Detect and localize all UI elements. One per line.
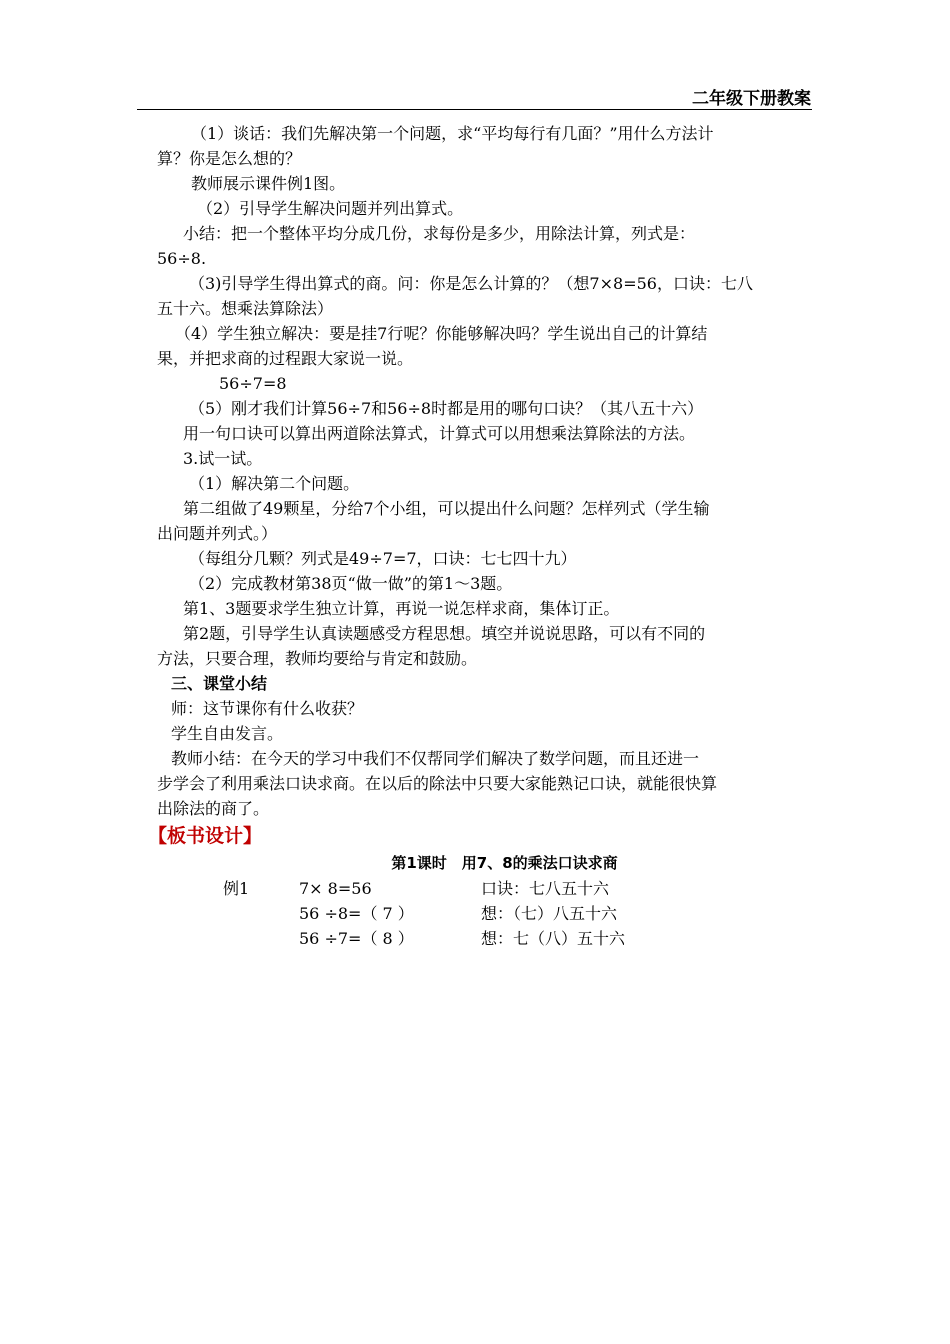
- board-row-label: 例1: [223, 879, 250, 898]
- paragraph-line: （2）完成教材第38页“做一做”的第1～3题。: [189, 574, 513, 593]
- board-row: [157, 926, 812, 951]
- board-row: [157, 901, 812, 926]
- page-header: 二年级下册教案: [692, 89, 811, 109]
- paragraph-line: （2）引导学生解决问题并列出算式。: [197, 199, 464, 218]
- paragraph-line: （5）刚才我们计算56÷7和56÷8时都是用的哪句口诀？（其八五十六）: [189, 399, 704, 418]
- paragraph-line: 步学会了利用乘法口诀求商。在以后的除法中只要大家能熟记口诀，就能很快算: [157, 774, 718, 793]
- paragraph-line: （每组分几颗？列式是49÷7=7，口诀：七七四十九）: [189, 549, 577, 568]
- board-row: [157, 876, 812, 901]
- section-heading: 三、课堂小结: [171, 674, 268, 693]
- paragraph-line: 小结：把一个整体平均分成几份，求每份是多少，用除法计算，列式是：: [183, 224, 696, 243]
- paragraph-line: 用一句口诀可以算出两道除法算式，计算式可以用想乘法算除法的方法。: [183, 424, 696, 443]
- board-row-rhyme: 想：（七）八五十六: [481, 904, 618, 923]
- board-design-heading: 【板书设计】: [148, 825, 263, 847]
- paragraph-line: 第2题，引导学生认真读题感受方程思想。填空并说说思路，可以有不同的: [183, 624, 706, 643]
- formula-line: 56÷7=8: [219, 374, 287, 393]
- paragraph-line: 第1、3题要求学生独立计算，再说一说怎样求商，集体订正。: [183, 599, 620, 618]
- paragraph-line: 方法，只要合理，教师均要给与肯定和鼓励。: [157, 649, 478, 668]
- paragraph-line: 师：这节课你有什么收获？: [171, 699, 364, 718]
- board-row-formula: 56 ÷7=（ 8 ）: [299, 929, 414, 948]
- board-row-formula: 56 ÷8=（ 7 ）: [299, 904, 414, 923]
- board-row-rhyme: 口诀：七八五十六: [481, 879, 610, 898]
- paragraph-line: 3.试一试。: [183, 449, 263, 468]
- paragraph-line: （1）谈话：我们先解决第一个问题，求“平均每行有几面？”用什么方法计: [191, 124, 714, 143]
- board-row-rhyme: 想：七（八）五十六: [481, 929, 626, 948]
- document-body: [148, 121, 812, 951]
- paragraph-line: 出除法的商了。: [157, 799, 270, 818]
- board-title: 第1课时 用7、8的乘法口诀求商: [391, 854, 618, 872]
- header-rule: [137, 109, 812, 110]
- paragraph-line: （1）解决第二个问题。: [189, 474, 360, 493]
- paragraph-line: 果，并把求商的过程跟大家说一说。: [157, 349, 414, 368]
- paragraph-line: 教师展示课件例1图。: [191, 174, 346, 193]
- paragraph-line: 56÷8.: [157, 249, 207, 268]
- paragraph-line: 出问题并列式。）: [157, 524, 278, 543]
- paragraph-line: 教师小结：在今天的学习中我们不仅帮同学们解决了数学问题，而且还进一: [171, 749, 700, 768]
- paragraph-line: 学生自由发言。: [171, 724, 284, 743]
- paragraph-line: （4）学生独立解决：要是挂7行呢？你能够解决吗？学生说出自己的计算结: [175, 324, 708, 343]
- paragraph-line: 算？你是怎么想的？: [157, 149, 302, 168]
- paragraph-line: 五十六。想乘法算除法）: [157, 299, 334, 318]
- board-row-formula: 7× 8=56: [299, 879, 372, 898]
- paragraph-line: 第二组做了49颗星，分给7个小组，可以提出什么问题？怎样列式（学生输: [183, 499, 710, 518]
- paragraph-line: （3)引导学生得出算式的商。问：你是怎么计算的？（想7×8=56，口诀：七八: [189, 274, 753, 293]
